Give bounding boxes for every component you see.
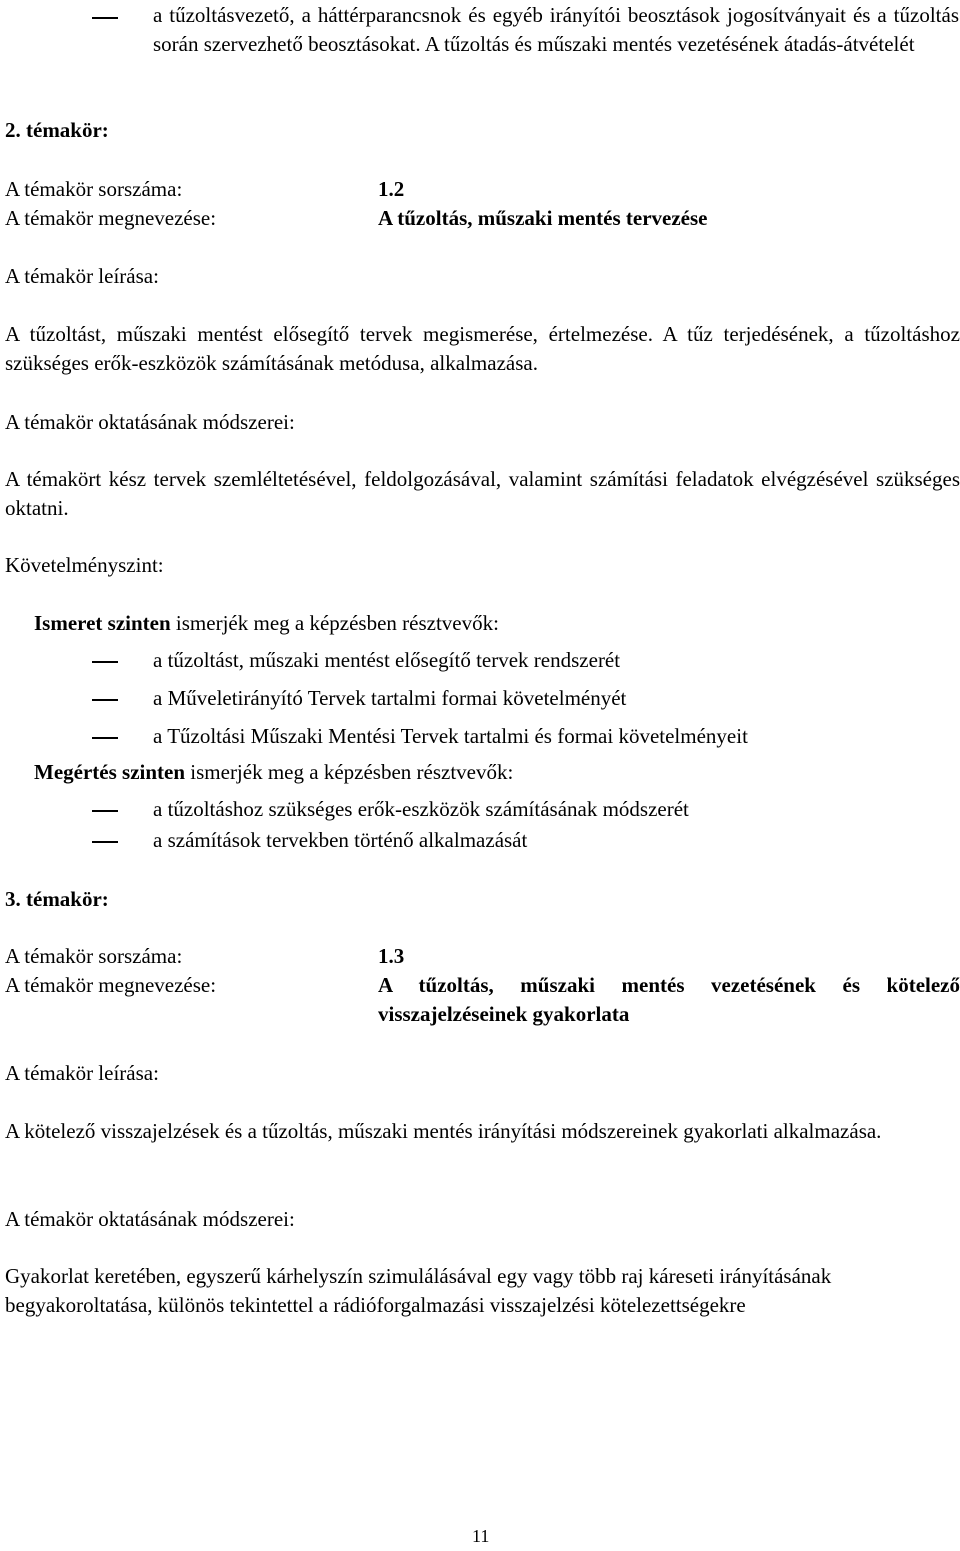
understanding-item: a számítások tervekben történő alkalmazását <box>153 828 528 852</box>
bullet-dash-icon <box>92 699 118 701</box>
bullet-dash-icon <box>92 661 118 663</box>
understanding-level-bold: Megértés szinten <box>34 760 186 784</box>
page-number: 11 <box>472 1526 490 1546</box>
topic-3-name-value: A tűzoltás, műszaki mentés vezetésének és kötelező visszajelzéseinek gyakorlata <box>378 973 960 1026</box>
topic-3-heading: 3. témakör: <box>5 887 109 911</box>
understanding-item: a tűzoltáshoz szükséges erők-eszközök számításának módszerét <box>153 797 689 821</box>
topic-3-description-text: A kötelező visszajelzések és a tűzoltás, műszaki mentés irányítási módszereinek gyakorlati alkalmazása. <box>5 1119 882 1143</box>
understanding-level-line <box>34 758 513 787</box>
topic-2-heading: 2. témakör: <box>5 118 109 142</box>
topic-2-method-text: A témakört kész tervek szemléltetésével, feldolgozásával, valamint számítási feladatok elvégzésével szükséges oktatni. <box>5 467 960 520</box>
topic-3-number-label: A témakör sorszáma: <box>5 944 183 968</box>
topic-2-description-text: A tűzoltást, műszaki mentést elősegítő tervek megismerése, értelmezése. A tűz terjedésének, a tűzoltáshoz szükséges erők-eszközök számításának metódusa, alkalmazása. <box>5 322 960 375</box>
topic-3-method-text: Gyakorlat keretében, egyszerű kárhelyszín szimulálásával egy vagy több raj káreseti irányításának begyakoroltatása, különös tekintettel a rádióforgalmazási visszajelzési kötelezettségekre <box>5 1264 832 1317</box>
knowledge-item: a tűzoltást, műszaki mentést elősegítő tervek rendszerét <box>153 648 621 672</box>
topic-2-name-value: A tűzoltás, műszaki mentés tervezése <box>378 206 708 230</box>
knowledge-level-bold: Ismeret szinten <box>34 611 171 635</box>
bullet-dash-icon <box>92 810 118 812</box>
topic-2-number-label: A témakör sorszáma: <box>5 177 183 201</box>
topic-2-number-value: 1.2 <box>378 177 405 201</box>
bullet-text: a tűzoltásvezető, a háttérparancsnok és egyéb irányítói beosztások jogosítványait és a tűzoltás során szervezhető beosztásokat. A tűzoltás és műszaki mentés vezetésének átadás-átvételét <box>153 3 959 56</box>
bullet-dash-icon <box>92 737 118 739</box>
bullet-dash-icon <box>92 17 118 19</box>
topic-2-method-label: A témakör oktatásának módszerei: <box>5 410 295 434</box>
topic-2-name-label: A témakör megnevezése: <box>5 206 217 230</box>
topic-3-method-label: A témakör oktatásának módszerei: <box>5 1207 295 1231</box>
knowledge-item: a Tűzoltási Műszaki Mentési Tervek tartalmi és formai követelményeit <box>153 724 748 748</box>
topic-2-requirement-label: Követelményszint: <box>5 553 164 577</box>
understanding-level-rest: ismerjék meg a képzésben résztvevők: <box>185 760 514 784</box>
knowledge-item: a Műveletirányító Tervek tartalmi formai követelményét <box>153 686 627 710</box>
knowledge-level-rest: ismerjék meg a képzésben résztvevők: <box>170 611 499 635</box>
topic-3-name-label: A témakör megnevezése: <box>5 973 217 997</box>
bullet-dash-icon <box>92 841 118 843</box>
topic-3-description-label: A témakör leírása: <box>5 1061 159 1085</box>
topic-2-description-label: A témakör leírása: <box>5 264 159 288</box>
knowledge-level-line <box>34 609 499 638</box>
topic-3-number-value: 1.3 <box>378 944 405 968</box>
